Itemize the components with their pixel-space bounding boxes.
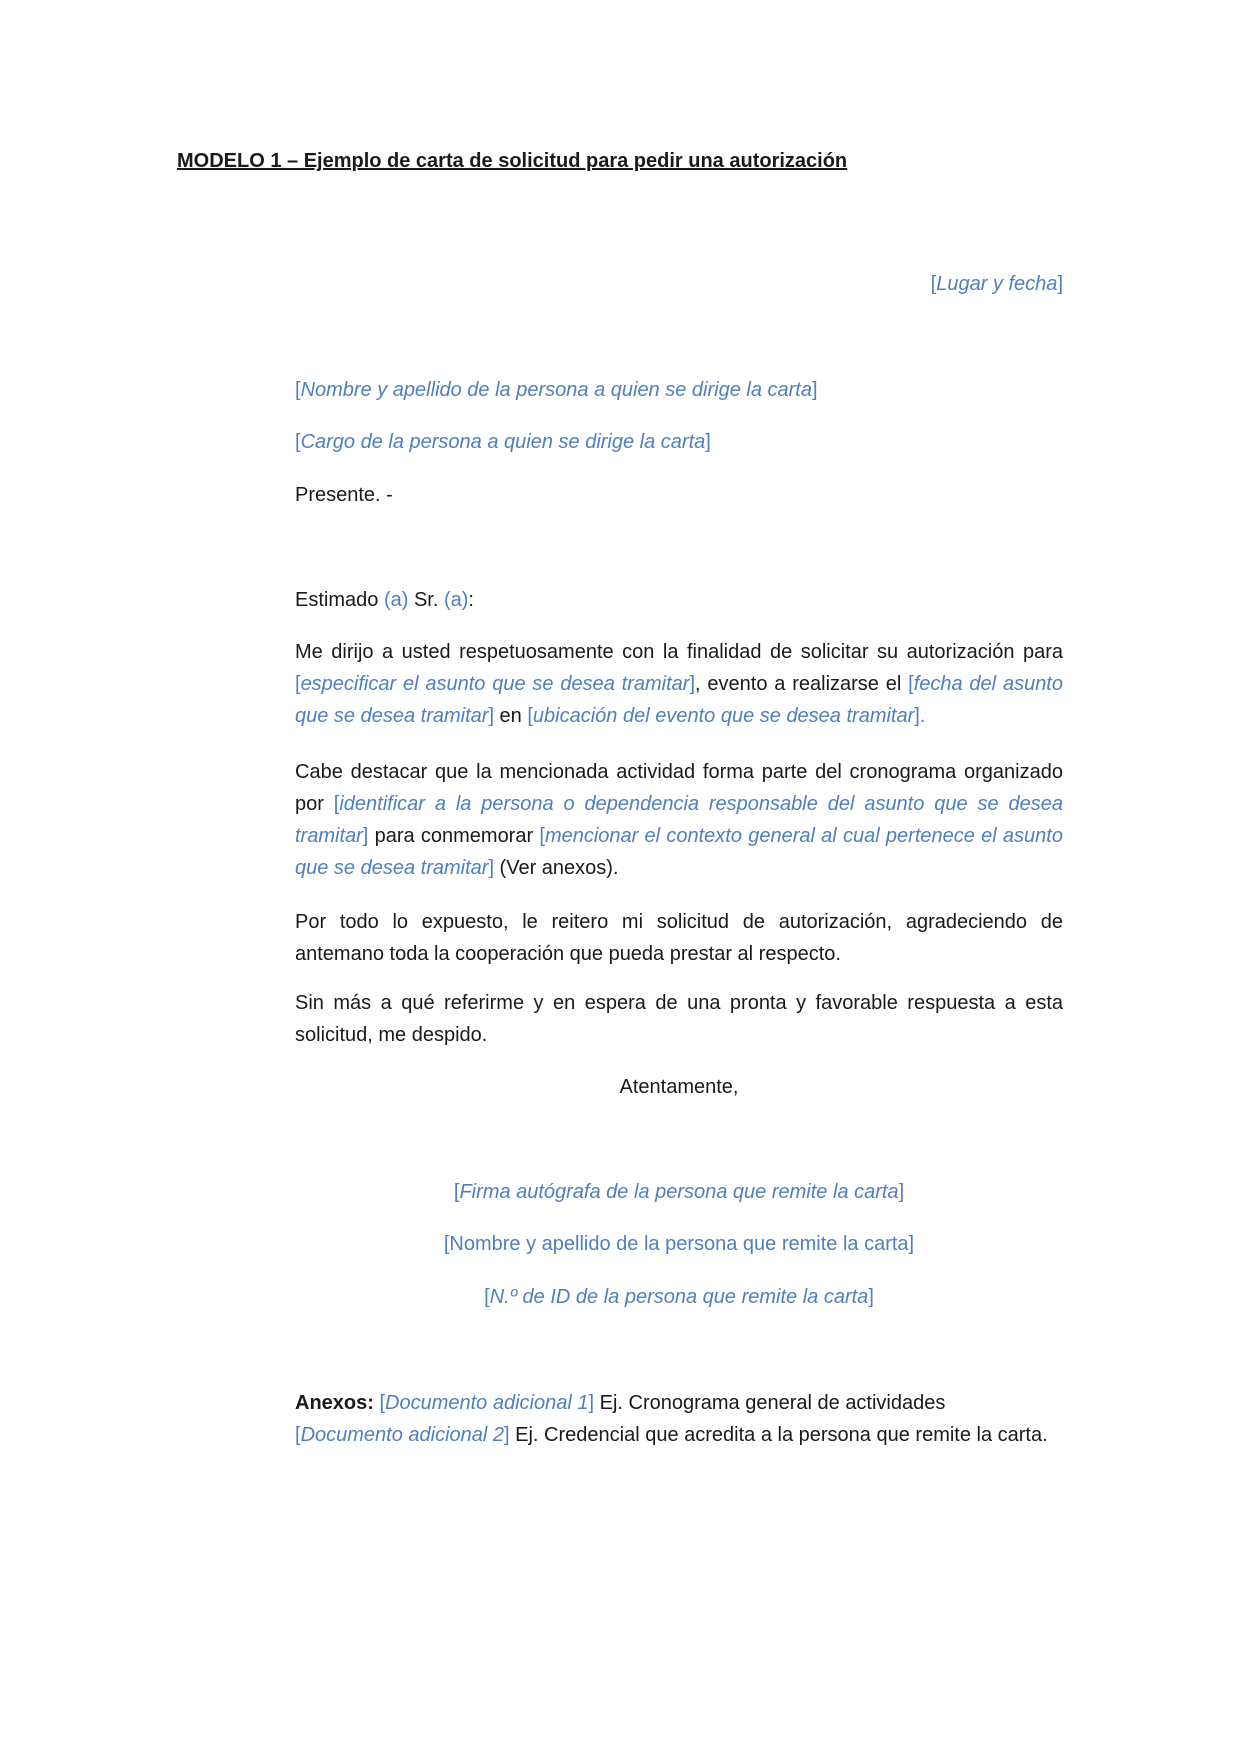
- signature-line: [Firma autógrafa de la persona que remite la carta]: [453, 1181, 905, 1203]
- place-date-text: Lugar y fecha: [936, 273, 1058, 295]
- letter-title: MODELO 1 – Ejemplo de carta de solicitud para pedir una autorización: [177, 150, 848, 172]
- recipient-name: [Nombre y apellido de la persona a quien se dirige la carta]: [295, 379, 818, 401]
- annexes: [295, 1387, 1063, 1451]
- annexes-label: Anexos:: [295, 1392, 374, 1414]
- annex-line-2: [Documento adicional 2] Ej. Credencial que acredita a la persona que remite la carta.: [295, 1424, 1048, 1446]
- place-and-date: [931, 273, 1063, 296]
- bracket-open: [: [930, 273, 937, 295]
- bracket-close: ]: [1057, 273, 1063, 295]
- annex-line-1: Anexos: [Documento adicional 1] Ej. Cronograma general de actividades: [295, 1392, 946, 1414]
- recipient-position: [Cargo de la persona a quien se dirige la carta]: [295, 431, 711, 453]
- sender-name: [Nombre y apellido de la persona que remite la carta]: [443, 1233, 915, 1255]
- paragraph-2: Cabe destacar que la mencionada actividad forma parte del cronograma organizado por [identificar a la persona o dependencia responsable del asunto que se desea tramitar] para conmemorar [mencionar el contexto general al cual pertenece el asunto que se desea tramitar] (Ver anexos).: [295, 761, 1063, 879]
- present-line: Presente. -: [295, 484, 393, 506]
- sender-id: [N.º de ID de la persona que remite la carta]: [484, 1286, 874, 1308]
- paragraph-1: Me dirijo a usted respetuosamente con la finalidad de solicitar su autorización para [especificar el asunto que se desea tramitar], evento a realizarse el [fecha del asunto que se desea tramitar] en [ubicación del evento que se desea tramitar].: [295, 641, 1063, 727]
- paragraph-4: Sin más a qué referirme y en espera de una pronta y favorable respuesta a esta solicitud, me despido.: [295, 992, 1063, 1046]
- closing: Atentamente,: [619, 1076, 739, 1098]
- paragraph-3: Por todo lo expuesto, le reitero mi solicitud de autorización, agradeciendo de antemano toda la cooperación que pueda prestar al respecto.: [295, 911, 1063, 965]
- greeting: Estimado (a) Sr. (a):: [295, 589, 474, 611]
